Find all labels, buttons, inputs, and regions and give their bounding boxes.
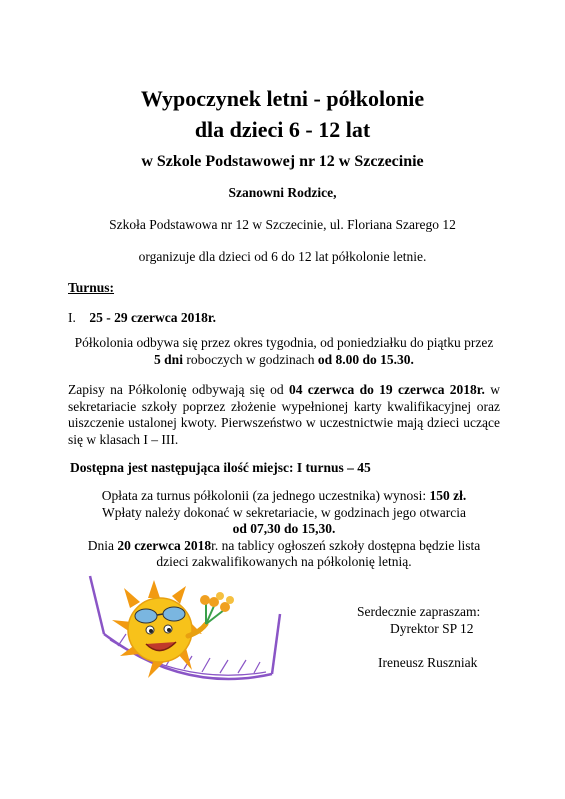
turnus-dates: 25 - 29 czerwca 2018r.: [89, 310, 216, 325]
payment-paragraph: [68, 488, 500, 571]
page-subtitle-age: dla dzieci 6 - 12 lat: [194, 117, 371, 142]
schedule-hours: od 8.00 do 15.30.: [317, 351, 414, 367]
fee-text: Opłata za turnus półkolonii (za jednego uczestnika) wynosi:: [101, 488, 430, 503]
turnus-term: [68, 310, 216, 326]
schedule-paragraph: [68, 335, 500, 368]
signature-invite: Serdecznie zapraszam:: [357, 604, 481, 619]
page-title: Wypoczynek letni - półkolonie: [140, 86, 425, 111]
list-day-prefix: Dnia: [87, 537, 118, 553]
list-text: r. na tablicy ogłoszeń szkoły dostępna będzie lista: [211, 537, 481, 553]
enrollment-part1: Zapisy na Półkolonię odbywają się od: [68, 382, 289, 397]
sun-face-icon: [128, 598, 192, 662]
greeting: Szanowni Rodzice,: [228, 185, 337, 200]
office-hours: od 07,30 do 15,30.: [232, 521, 336, 536]
schedule-mid: roboczych w godzinach: [182, 351, 318, 367]
list-date: 20 czerwca 2018: [117, 537, 212, 553]
organize-text: organizuje dla dzieci od 6 do 12 lat półkolonie letnie.: [138, 249, 427, 264]
signature-name: Ireneusz Ruszniak: [378, 655, 478, 670]
enrollment-paragraph: [68, 382, 500, 448]
turnus-heading: Turnus:: [68, 280, 115, 295]
availability-text: Dostępna jest następująca ilość miejsc: I turnus – 45: [70, 460, 371, 475]
schedule-line1: Półkolonia odbywa się przez okres tygodnia, od poniedziałku do piątku przez: [74, 335, 494, 350]
signature-role: Dyrektor SP 12: [390, 621, 474, 636]
page-subtitle-school: w Szkole Podstawowej nr 12 w Szczecinie: [141, 153, 424, 170]
schedule-days: 5 dni: [154, 351, 183, 367]
turnus-number: I.: [68, 310, 76, 325]
enrollment-part2: w sekretariacie szkoły poprzez złożenie wypełnionej karty kwalifikacyjnej oraz uiszczenie ustalonej kwoty. Pierwszeństwo w uczestnictwie mają dzieci uczące się w klasach I – III.: [68, 382, 501, 447]
flowers-icon: [200, 592, 234, 624]
fee-amount: 150 zł.: [429, 488, 467, 503]
enrollment-dates: 04 czerwca do 19 czerwca 2018r.: [288, 382, 485, 397]
sun-hammock-illustration: [84, 574, 284, 694]
school-address: Szkoła Podstawowa nr 12 w Szczecinie, ul. Floriana Szarego 12: [109, 217, 456, 232]
list-text-2: dzieci zakwalifikowanych na półkolonię letnią.: [156, 554, 412, 569]
payment-where: Wpłaty należy dokonać w sekretariacie, w godzinach jego otwarcia: [102, 504, 466, 520]
